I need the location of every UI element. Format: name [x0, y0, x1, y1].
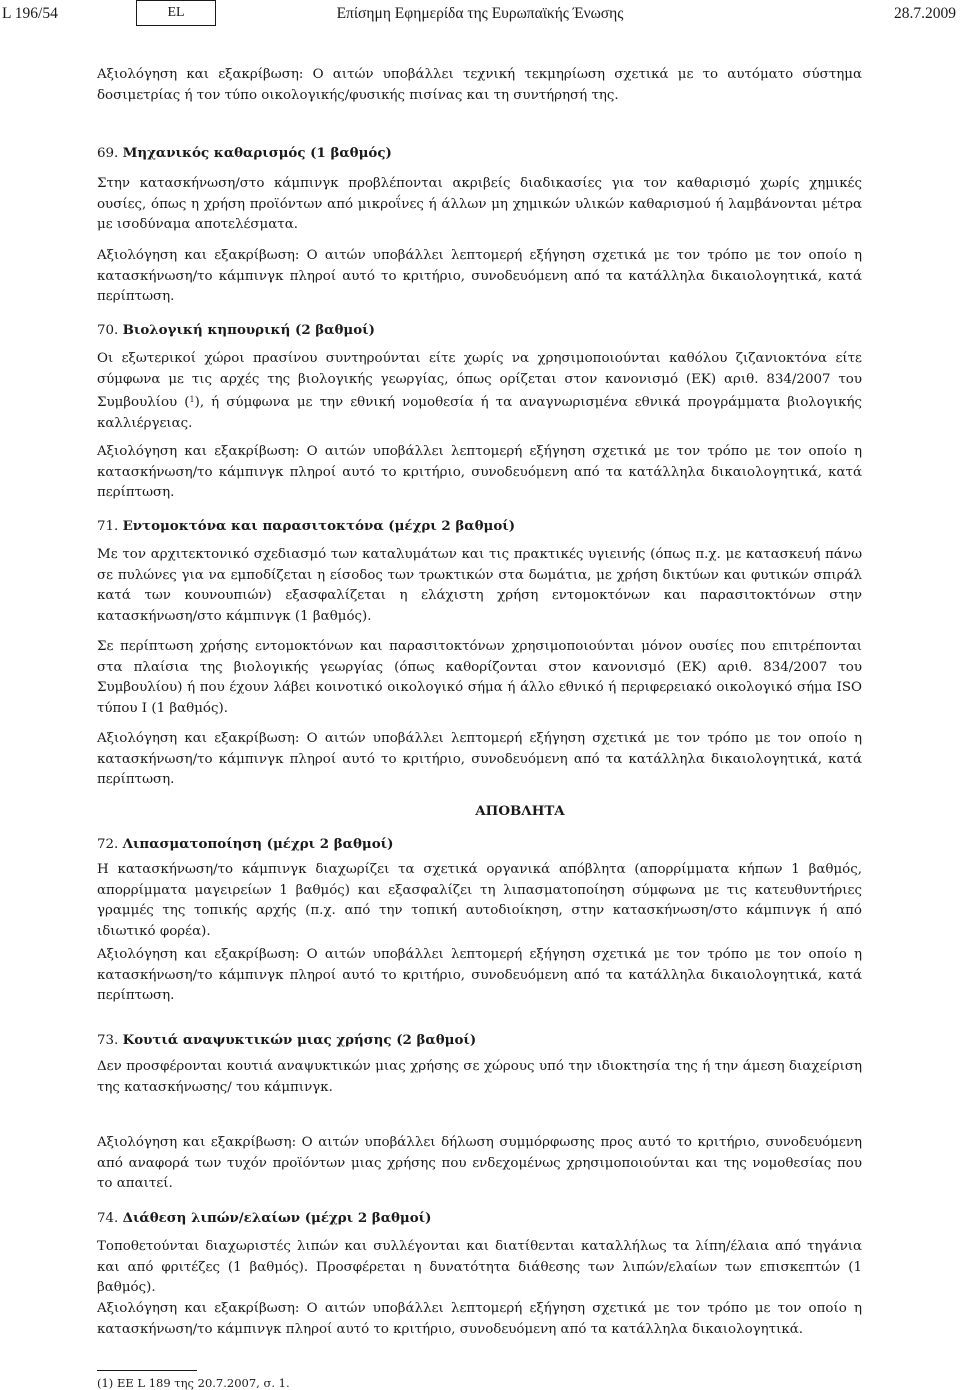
section-73-assessment: Αξιολόγηση και εξακρίβωση: Ο αιτών υποβάλλει δήλωση συμμόρφωσης προς αυτό το κριτήριο, συνοδευόμενη από αναφορά των τυχόν προϊόντων μιας χρήσης που ενδεχομένως χρησιμοποιούνται και της νομοθεσίας που το απαιτεί. [97, 1135, 862, 1191]
section-number: 69. [97, 146, 119, 161]
section-title: Μηχανικός καθαρισμός (1 βαθμός) [122, 145, 392, 161]
footnote-reference: 1 [189, 395, 195, 404]
section-71-assessment: Αξιολόγηση και εξακρίβωση: Ο αιτών υποβάλλει λεπτομερή εξήγηση σχετικά με τον τρόπο με τον οποίο η κατασκήνωση/το κάμπινγκ πληροί αυτό το κριτήριο, συνοδευόμενη από τα κατάλληλα δικαιολογητικά, κατά περίπτωση. [97, 731, 862, 787]
section-69-assessment: Αξιολόγηση και εξακρίβωση: Ο αιτών υποβάλλει λεπτομερή εξήγηση σχετικά με τον τρόπο με τον οποίο η κατασκήνωση/το κάμπινγκ πληροί αυτό το κριτήριο, συνοδευόμενη από τα κατάλληλα δικαιολογητικά, κατά περίπτωση. [97, 248, 862, 304]
section-title: Βιολογική κηπουρική (2 βαθμοί) [122, 322, 375, 338]
section-71-body-2: Σε περίπτωση χρήσης εντομοκτόνων και παρασιτοκτόνων χρησιμοποιούνται μόνον ουσίες που επιτρέπονται στα πλαίσια της βιολογικής γεωργίας (όπως καθορίζονται στον κανονισμό (ΕΚ) αριθ. 834/2007 του Συμβουλίου) ή που έχουν λάβει κοινοτικό οικολογικό σήμα ή άλλο εθνικό ή περιφερειακό οικολογικό σήμα ISO τύπου I (1 βαθμός). [97, 639, 862, 716]
section-number: 72. [97, 837, 119, 852]
section-70-assessment: Αξιολόγηση και εξακρίβωση: Ο αιτών υποβάλλει λεπτομερή εξήγηση σχετικά με τον τρόπο με τον οποίο η κατασκήνωση/το κάμπινγκ πληροί αυτό το κριτήριο, συνοδευόμενη από τα κατάλληλα δικαιολογητικά, κατά περίπτωση. [97, 444, 862, 500]
section-title: Κουτιά αναψυκτικών μιας χρήσης (2 βαθμοί) [122, 1032, 477, 1048]
section-72-body: Η κατασκήνωση/το κάμπινγκ διαχωρίζει τα σχετικά οργανικά απόβλητα (απορρίμματα κήπων 1 βαθμός, απορρίμματα μαγειρείων 1 βαθμός) και εξασφαλίζει τη λιπασματοποίηση σύμφωνα με τις κατευθυντήριες γραμμές της τοπικής αρχής (π.χ. από την τοπική αυτοδιοίκηση, στην κατασκήνωση/στο κάμπινγκ ή από ιδιωτικό φορέα). [97, 862, 862, 939]
section-title: Εντομοκτόνα και παρασιτοκτόνα (μέχρι 2 βαθμοί) [122, 518, 516, 534]
journal-title: Επίσημη Εφημερίδα της Ευρωπαϊκής Ένωσης [336, 5, 624, 22]
publication-date: 28.7.2009 [894, 5, 956, 22]
section-70-heading [97, 320, 375, 341]
section-number: 74. [97, 1211, 119, 1226]
section-70-body-part-b: ), ή σύμφωνα με την εθνική νομοθεσία ή τα αναγνωρισμένα εθνικά προγράμματα βιολογικής καλλιέργειας. [97, 395, 862, 431]
footnote [97, 1376, 290, 1390]
footnote-separator [97, 1370, 197, 1371]
section-69-body: Στην κατασκήνωση/στο κάμπινγκ προβλέπονται ακριβείς διαδικασίες για τον καθαρισμό χωρίς χημικές ουσίες, όπως η χρήση προϊόντων από μικροΐνες ή άλλων μη χημικών υλικών καθαρισμού ή λαμβάνονται μέτρα με ισοδύναμα αποτελέσματα. [97, 176, 862, 232]
section-71-heading [97, 516, 515, 537]
section-73-body: Δεν προσφέρονται κουτιά αναψυκτικών μιας χρήσης σε χώρους υπό την ιδιοκτησία της ή την άμεση διαχείριση της κατασκήνωσης/ του κάμπινγκ. [97, 1059, 862, 1095]
language-badge: EL [136, 0, 216, 26]
footnote-text: ΕΕ L 189 της 20.7.2007, σ. 1. [116, 1376, 290, 1390]
waste-section-title: ΑΠΟΒΛΗΤΑ [475, 803, 565, 819]
section-70-body [97, 349, 862, 434]
section-72-heading [97, 834, 393, 855]
section-title: Λιπασματοποίηση (μέχρι 2 βαθμοί) [122, 836, 394, 852]
section-74-body: Τοποθετούνται διαχωριστές λιπών και συλλέγονται και διατίθενται καταλλήλως τα λίπη/έλαια από τηγάνια και από φριτέζες (1 βαθμός). Προσφέρεται η δυνατότητα διάθεσης των λιπών/ελαίων των επισκεπτών (1 βαθμός). [97, 1239, 862, 1295]
section-number: 73. [97, 1033, 119, 1048]
section-title: Διάθεση λιπών/ελαίων (μέχρι 2 βαθμοί) [122, 1210, 432, 1226]
footnote-marker: (1) [97, 1376, 114, 1390]
page-header [0, 0, 960, 34]
section-69-heading [97, 143, 392, 164]
section-74-assessment: Αξιολόγηση και εξακρίβωση: Ο αιτών υποβάλλει λεπτομερή εξήγηση σχετικά με τον τρόπο με τον οποίο η κατασκήνωση/το κάμπινγκ πληροί αυτό το κριτήριο, συνοδευόμενη από τα κατάλληλα δικαιολογητικά. [97, 1301, 862, 1337]
section-71-body-1: Με τον αρχιτεκτονικό σχεδιασμό των καταλυμάτων και τις πρακτικές υγιεινής (όπως π.χ. με κατασκευή πάνω σε πυλώνες για να εμποδίζεται η είσοδος των τρωκτικών στα δωμάτια, με χρήση δικτύων και φυτικών σπιράλ κατά των κουνουπιών) εξασφαλίζεται η ελάχιστη χρήση εντομοκτόνων και παρασιτοκτόνων στην κατασκήνωση/στο κάμπινγκ (1 βαθμός). [97, 547, 862, 624]
page-reference: L 196/54 [2, 5, 58, 22]
section-72-assessment: Αξιολόγηση και εξακρίβωση: Ο αιτών υποβάλλει λεπτομερή εξήγηση σχετικά με τον τρόπο με τον οποίο η κατασκήνωση/το κάμπινγκ πληροί αυτό το κριτήριο, συνοδευόμενη από τα κατάλληλα δικαιολογητικά, κατά περίπτωση. [97, 947, 862, 1003]
section-73-heading [97, 1030, 476, 1051]
section-number: 70. [97, 323, 119, 338]
section-number: 71. [97, 519, 119, 534]
section-70-body-part-a: Οι εξωτερικοί χώροι πρασίνου συντηρούνται είτε χωρίς να χρησιμοποιούνται καθόλου ζιζανιοκτόνα είτε σύμφωνα με τις αρχές της βιολογικής γεωργίας, όπως ορίζεται στον κανονισμό (ΕΚ) αριθ. 834/2007 του Συμβουλίου ( [97, 351, 862, 410]
section-74-heading [97, 1208, 431, 1229]
intro-assessment: Αξιολόγηση και εξακρίβωση: Ο αιτών υποβάλλει τεχνική τεκμηρίωση σχετικά με το αυτόματο σύστημα δοσιμετρίας ή τον τύπο οικολογικής/φυσικής πισίνας και τη συντήρησή της. [97, 67, 862, 103]
